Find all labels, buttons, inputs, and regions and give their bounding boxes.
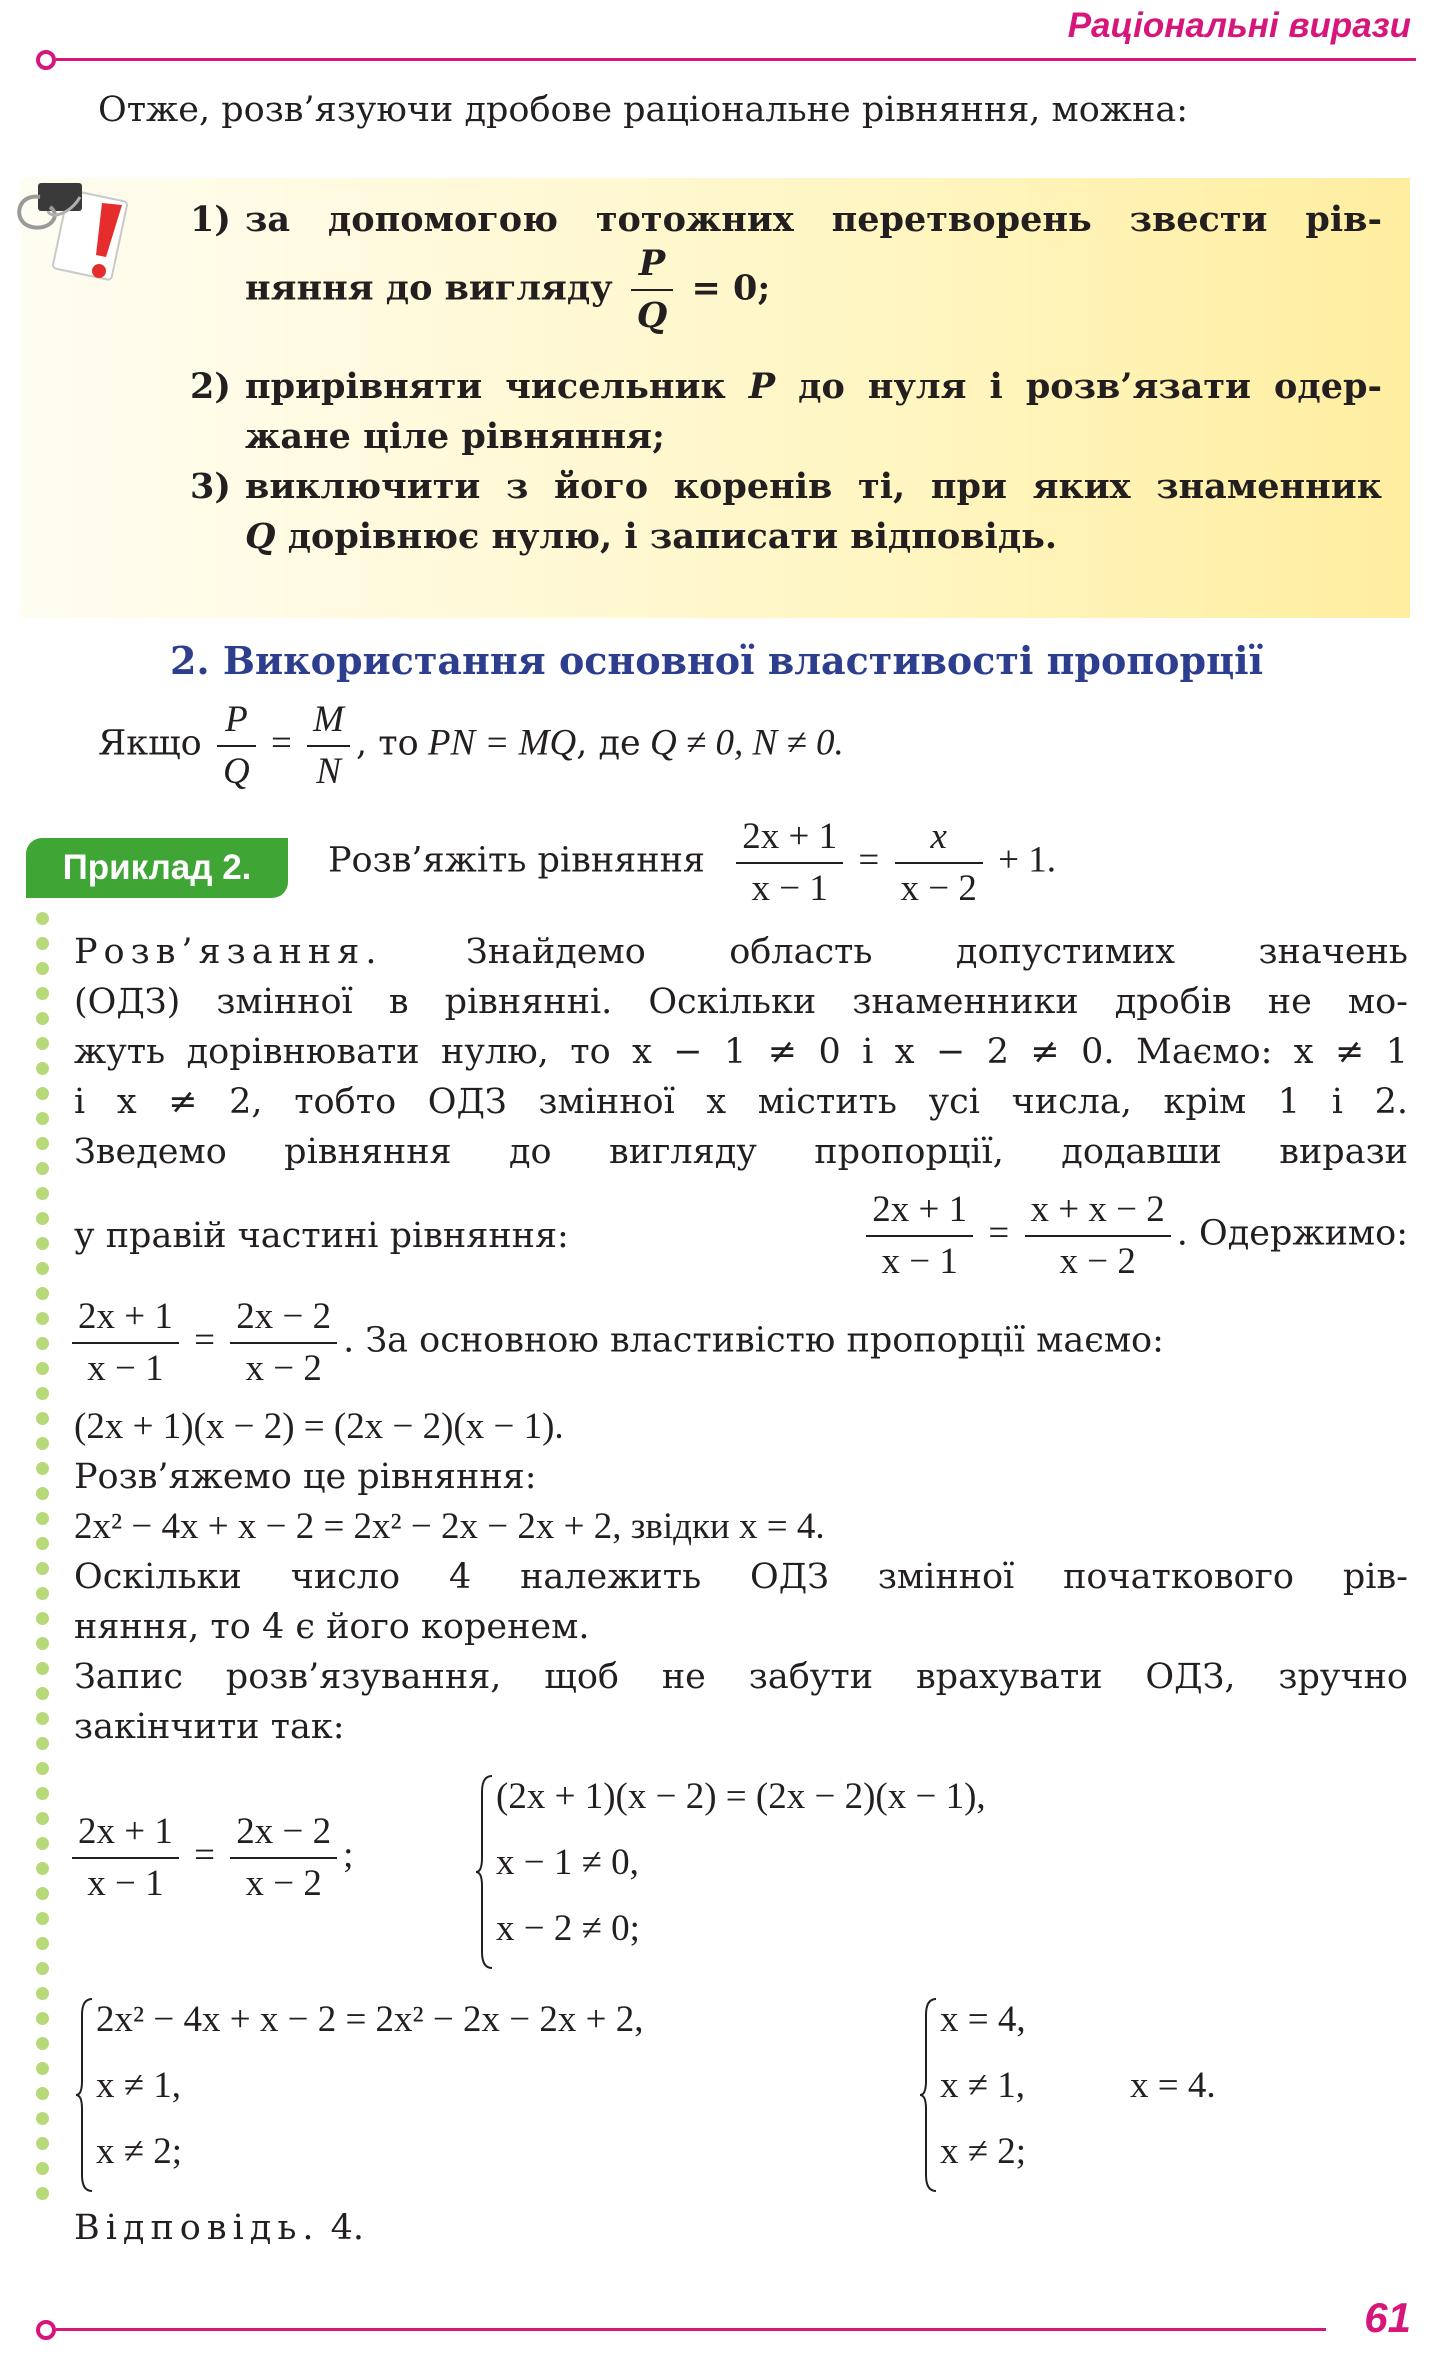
- rail-dot: [36, 1862, 49, 1875]
- rail-dot: [36, 1887, 49, 1900]
- rail-dot: [36, 1687, 49, 1700]
- solution-line-proportion: $\frac{2x + 1}{x - 1}$ = $\frac{2x - 2}{x - 2}$ . За основною властивістю пропорції маємо:: [66, 1292, 1164, 1394]
- rule-item-1-line-2: няння до вигляду $\frac{P}{Q}$ = 0;: [245, 239, 1382, 341]
- rail-dot: [36, 2012, 49, 2025]
- fraction: $\frac{2x + 1}{x - 1}$: [866, 1185, 973, 1287]
- rail-dot: [36, 1437, 49, 1450]
- example-task: Розв’яжіть рівняння $\frac{2x + 1}{x - 1}$ = $\frac{x}{x - 2}$ + 1.: [328, 812, 1056, 914]
- rail-dot: [36, 1812, 49, 1825]
- intro-line: Отже, розв’язуючи дробове раціональне рівняння, можна:: [98, 90, 1189, 130]
- solution-block: [74, 927, 1408, 1177]
- rail-dot: [36, 1987, 49, 2000]
- rail-dot: [36, 2062, 49, 2075]
- header-rule: [56, 58, 1416, 61]
- rail-dot: [36, 2187, 49, 2200]
- header-rule-dot: [36, 50, 56, 70]
- rail-dot: [36, 1287, 49, 1300]
- rail-dot: [36, 1187, 49, 1200]
- example-badge: Приклад 2.: [26, 838, 288, 898]
- solution-line-fraction: у правій частині рівняння: $\frac{2x + 1}{x - 1}$ = $\frac{x + x - 2}{x - 2}$ . Одержимо:: [74, 1185, 1408, 1287]
- system-row: x = 4,: [940, 1999, 1026, 2040]
- rail-dot: [36, 1537, 49, 1550]
- rail-dot: [36, 1562, 49, 1575]
- solution-line: няння, то 4 є його коренем.: [74, 1607, 590, 1647]
- rail-dot: [36, 1237, 49, 1250]
- rule-item-3: [190, 462, 1382, 562]
- equation-system-1: [474, 1772, 1214, 1972]
- fraction-p-over-q: $\frac{P}{Q}$: [217, 695, 256, 797]
- brace-icon: [918, 1995, 940, 2195]
- rail-dot: [36, 1312, 49, 1325]
- solution-line: Оскільки число 4 належить ОДЗ змінної початкового рів-: [74, 1557, 1408, 1597]
- fraction: $\frac{2x - 2}{x - 2}$: [230, 1807, 337, 1909]
- system-row: (2x + 1)(x − 2) = (2x − 2)(x − 1),: [496, 1776, 986, 1817]
- solution-line: закінчити так:: [74, 1707, 345, 1747]
- solution-line: 2x² − 4x + x − 2 = 2x² − 2x − 2x + 2, звідки x = 4.: [74, 1506, 825, 1547]
- rail-dot: [36, 1137, 49, 1150]
- rule-item-number: 3): [190, 466, 231, 507]
- rail-dot: [36, 2137, 49, 2150]
- rail-dot: [36, 1787, 49, 1800]
- rail-dot: [36, 1337, 49, 1350]
- rail-dot: [36, 1712, 49, 1725]
- proportion-property: Якщо $\frac{P}{Q}$ = $\frac{M}{N}$ , то PN = MQ, де Q ≠ 0, N ≠ 0.: [98, 695, 844, 797]
- system-row: x ≠ 1,: [940, 2065, 1026, 2106]
- solution-line: і x ≠ 2, тобто ОДЗ змінної x містить усі числа, крім 1 і 2.: [74, 1082, 1408, 1122]
- rail-dot: [36, 2037, 49, 2050]
- rail-dot: [36, 1937, 49, 1950]
- rail-dot: [36, 1587, 49, 1600]
- solution-line: Розв’яжемо це рівняння:: [74, 1457, 537, 1497]
- rule-item-3-line-2: Q дорівнює нулю, і записати відповідь.: [245, 516, 1058, 557]
- solution-line: Розв’язання. Знайдемо область допустимих значень: [74, 932, 1408, 972]
- rail-dot: [36, 2112, 49, 2125]
- rail-dot: [36, 1912, 49, 1925]
- system-row: x ≠ 1,: [96, 2065, 182, 2106]
- equation-system-3: [918, 1995, 1118, 2195]
- rail-dot: [36, 1037, 49, 1050]
- fraction: $\frac{x + x - 2}{x - 2}$: [1025, 1185, 1171, 1287]
- running-header: Раціональні вирази: [1067, 6, 1411, 45]
- answer-line: Відповідь. 4.: [74, 2208, 365, 2248]
- system-row: x − 2 ≠ 0;: [496, 1908, 640, 1949]
- rail-dot: [36, 987, 49, 1000]
- rail-dot: [36, 1387, 49, 1400]
- rule-item-2: [190, 362, 1382, 462]
- system-row: x ≠ 2;: [96, 2131, 183, 2172]
- rail-dot: [36, 1512, 49, 1525]
- rail-dot: [36, 1212, 49, 1225]
- rail-dot: [36, 1762, 49, 1775]
- rail-dot: [36, 1362, 49, 1375]
- rail-dot: [36, 1612, 49, 1625]
- rule-item-1: [190, 195, 1382, 335]
- solution-line: Запис розв’язування, щоб не забути врахувати ОДЗ, зручно: [74, 1657, 1408, 1697]
- rail-dot: [36, 1062, 49, 1075]
- solution-dot-rail: [36, 912, 50, 2202]
- rail-dot: [36, 1412, 49, 1425]
- rail-dot: [36, 2162, 49, 2175]
- rail-dot: [36, 1962, 49, 1975]
- system-row: x − 1 ≠ 0,: [496, 1842, 639, 1883]
- footer-rule-dot: [36, 2320, 56, 2340]
- system-row: 2x² − 4x + x − 2 = 2x² − 2x − 2x + 2,: [96, 1999, 644, 2040]
- rule-item-1-line-1: за допомогою тотожних перетворень звести рів-: [245, 199, 1382, 240]
- rail-dot: [36, 1087, 49, 1100]
- brace-icon: [74, 1995, 96, 2195]
- fraction-p-over-q: $\frac{P}{Q}$: [631, 239, 674, 341]
- section-heading: 2. Використання основної властивості пропорції: [169, 638, 1264, 683]
- solution-block-2: [74, 1402, 1408, 1752]
- rail-dot: [36, 1262, 49, 1275]
- system-row: x ≠ 2;: [940, 2131, 1027, 2172]
- rail-dot: [36, 937, 49, 950]
- fraction-m-over-n: $\frac{M}{N}$: [307, 695, 350, 797]
- fraction: $\frac{2x - 2}{x - 2}$: [230, 1292, 337, 1394]
- fraction: $\frac{2x + 1}{x - 1}$: [72, 1292, 179, 1394]
- brace-icon: [474, 1772, 496, 1972]
- rule-item-2-line-2: жане ціле рівняння;: [245, 416, 665, 457]
- rail-dot: [36, 912, 49, 925]
- rail-dot: [36, 1737, 49, 1750]
- equation-system-2: [74, 1995, 894, 2195]
- rail-dot: [36, 1162, 49, 1175]
- rule-item-2-line-1: прирівняти чисельник P до нуля і розв’язати одер-: [245, 366, 1382, 407]
- solution-line: (ОДЗ) змінної в рівнянні. Оскільки знаменники дробів не мо-: [74, 982, 1408, 1022]
- rail-dot: [36, 1662, 49, 1675]
- rail-dot: [36, 1012, 49, 1025]
- fraction: $\frac{2x + 1}{x - 1}$: [72, 1807, 179, 1909]
- rail-dot: [36, 1112, 49, 1125]
- rule-item-3-line-1: виключити з його коренів ті, при яких знаменник: [245, 466, 1382, 507]
- rail-dot: [36, 1487, 49, 1500]
- fraction: $\frac{x}{x - 2}$: [895, 812, 983, 914]
- final-proportion: $\frac{2x + 1}{x - 1}$ = $\frac{2x - 2}{x - 2}$ ;: [66, 1807, 353, 1909]
- rule-item-number: 2): [190, 366, 231, 407]
- final-result: x = 4.: [1130, 2065, 1216, 2106]
- rail-dot: [36, 1462, 49, 1475]
- solution-line: (2x + 1)(x − 2) = (2x − 2)(x − 1).: [74, 1406, 564, 1447]
- rule-item-number: 1): [190, 199, 231, 240]
- rail-dot: [36, 1637, 49, 1650]
- page-number: 61: [1364, 2294, 1411, 2341]
- solution-line: жуть дорівнювати нулю, то x − 1 ≠ 0 і x − 2 ≠ 0. Маємо: x ≠ 1: [74, 1032, 1408, 1072]
- paperclip-exclamation-icon: [10, 175, 150, 295]
- footer-rule: [56, 2328, 1326, 2331]
- rail-dot: [36, 962, 49, 975]
- rail-dot: [36, 1837, 49, 1850]
- solution-line: Зведемо рівняння до вигляду пропорції, додавши вирази: [74, 1132, 1408, 1172]
- fraction: $\frac{2x + 1}{x - 1}$: [736, 812, 843, 914]
- rail-dot: [36, 2087, 49, 2100]
